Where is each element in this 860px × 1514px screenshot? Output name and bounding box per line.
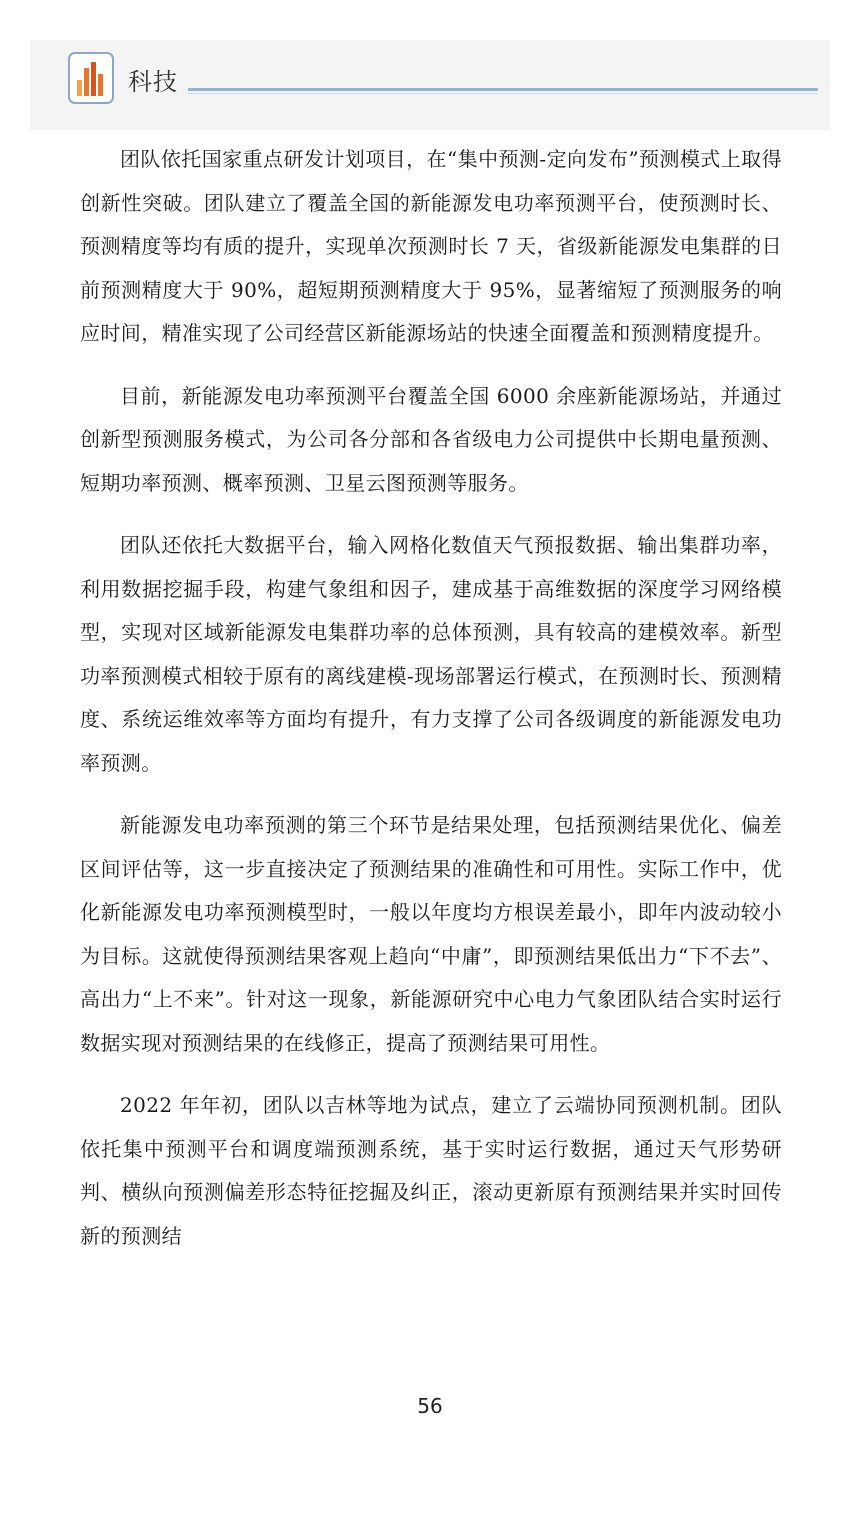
- bar-chart-graphic: [76, 60, 106, 98]
- page-header: [30, 40, 830, 130]
- paragraph: 团队依托国家重点研发计划项目，在“集中预测-定向发布”预测模式上取得创新性突破。团队建立了覆盖全国的新能源发电功率预测平台，使预测时长、预测精度等均有质的提升，实现单次预测时长 7 天，省级新能源发电集群的日前预测精度大于 90%，超短期预测精度大于 95%，显著缩短了预测服务的响应时间，精准实现了公司经营区新能源场站的快速全面覆盖和预测精度提升。: [80, 147, 782, 345]
- paragraph: 团队还依托大数据平台，输入网格化数值天气预报数据、输出集群功率，利用数据挖掘手段，构建气象组和因子，建成基于高维数据的深度学习网络模型，实现对区域新能源发电集群功率的总体预测，具有较高的建模效率。新型功率预测模式相较于原有的离线建模-现场部署运行模式，在预测时长、预测精度、系统运维效率等方面均有提升，有力支撑了公司各级调度的新能源发电功率预测。: [80, 533, 782, 775]
- logo-bar-4: [98, 74, 103, 96]
- logo-bar-2: [84, 68, 89, 96]
- paragraph: 目前，新能源发电功率预测平台覆盖全国 6000 余座新能源场站，并通过创新型预测服务模式，为公司各分部和各省级电力公司提供中长期电量预测、短期功率预测、概率预测、卫星云图预测等服务。: [80, 383, 782, 495]
- bar-chart-icon: [68, 52, 114, 104]
- paragraph: 2022 年年初，团队以吉林等地为试点，建立了云端协同预测机制。团队依托集中预测平台和调度端预测系统，基于实时运行数据，通过天气形势研判、横纵向预测偏差形态特征挖掘及纠正，滚动更新原有预测结果并实时回传新的预测结: [80, 1093, 782, 1248]
- section-title: 科技: [128, 68, 178, 96]
- paragraph: 新能源发电功率预测的第三个环节是结果处理，包括预测结果优化、偏差区间评估等，这一步直接决定了预测结果的准确性和可用性。实际工作中，优化新能源发电功率预测模型时，一般以年度均方根误差最小，即年内波动较小为目标。这就使得预测结果客观上趋向“中庸”，即预测结果低出力“下不去”、高出力“上不来”。针对这一现象，新能源研究中心电力气象团队结合实时运行数据实现对预测结果的在线修正，提高了预测结果可用性。: [80, 813, 782, 1055]
- header-divider: [188, 88, 818, 91]
- page-number: 56: [417, 1394, 443, 1418]
- logo-bar-3: [91, 62, 96, 96]
- logo-bar-1: [77, 80, 82, 96]
- article-body: [80, 138, 782, 1277]
- header-divider-thin: [188, 93, 818, 94]
